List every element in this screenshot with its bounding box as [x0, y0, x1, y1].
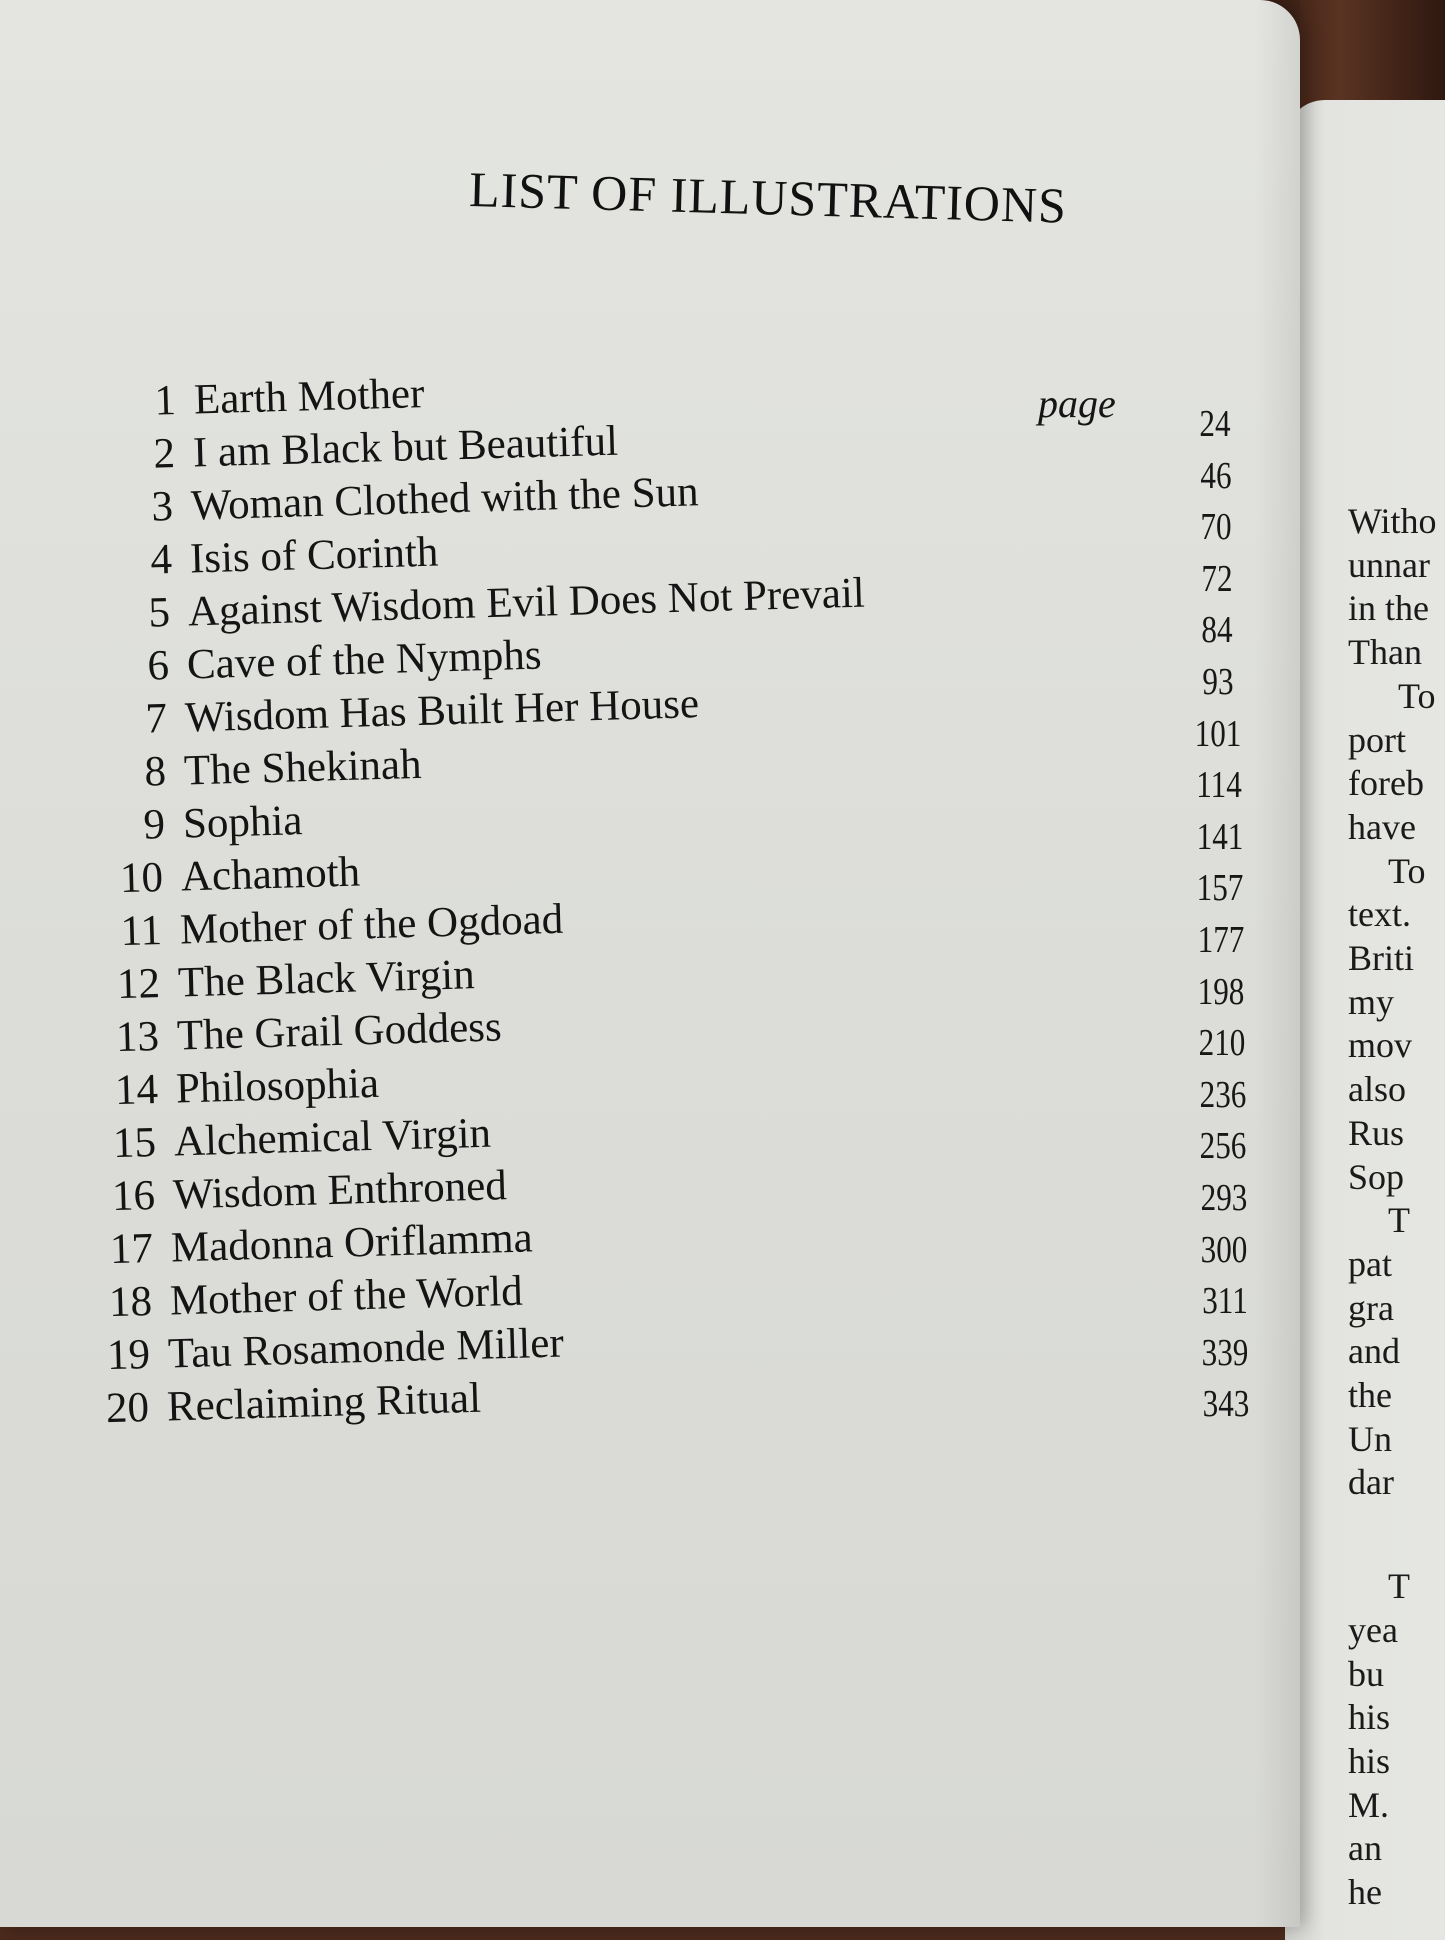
- illustration-page-number: 177: [1197, 919, 1245, 961]
- illustration-page-number: 84: [1201, 609, 1233, 651]
- facing-page-fragment: Briti: [1348, 938, 1415, 978]
- illustration-title: Alchemical Virgin: [173, 1109, 492, 1166]
- illustration-page-number: 198: [1197, 971, 1245, 1013]
- illustration-page-number: 339: [1201, 1332, 1249, 1374]
- facing-page-fragment: the: [1348, 1375, 1392, 1415]
- illustration-number: 20: [105, 1383, 150, 1433]
- facing-page-fragment: Un: [1348, 1419, 1392, 1459]
- facing-page-fragment: Witho: [1348, 501, 1437, 541]
- illustration-row: [77, 1319, 565, 1382]
- facing-page-fragment: Rus: [1348, 1113, 1405, 1153]
- facing-page-fragment: mov: [1348, 1025, 1413, 1065]
- illustration-page-number: 311: [1202, 1280, 1248, 1322]
- illustration-number: 15: [112, 1118, 157, 1168]
- illustration-title: Against Wisdom Evil Does Not Prevail: [187, 569, 866, 636]
- illustration-title: Achamoth: [180, 848, 361, 901]
- illustration-page-number: 24: [1199, 403, 1231, 445]
- illustration-row: [90, 848, 361, 905]
- illustration-row: [85, 1059, 380, 1117]
- facing-page-fragment: T: [1388, 1200, 1410, 1240]
- illustration-page-number: 343: [1202, 1383, 1250, 1425]
- facing-page-fragment: he: [1348, 1872, 1382, 1912]
- illustration-page-number: 236: [1199, 1074, 1247, 1116]
- illustration-number: 2: [152, 429, 176, 478]
- facing-page-fragment: To: [1388, 851, 1426, 891]
- illustration-number: 14: [114, 1065, 159, 1115]
- illustration-number: 13: [115, 1012, 160, 1062]
- illustration-title: Tau Rosamonde Miller: [167, 1319, 565, 1378]
- illustration-page-number: 46: [1200, 455, 1232, 497]
- illustration-row: [100, 468, 700, 534]
- illustration-title: Philosophia: [175, 1059, 380, 1113]
- facing-page-fragment: an: [1348, 1828, 1382, 1868]
- illustration-title: Earth Mother: [193, 370, 425, 424]
- illustration-row: [76, 1374, 482, 1435]
- illustration-row: [83, 1109, 492, 1170]
- facing-page-fragment: To: [1398, 676, 1436, 716]
- illustration-title: Mother of the World: [169, 1267, 524, 1325]
- illustration-number: 7: [144, 694, 168, 743]
- facing-page-fragment: Sop: [1348, 1157, 1405, 1197]
- facing-page-fragment: yea: [1348, 1610, 1398, 1650]
- illustration-number: 9: [142, 800, 166, 849]
- illustration-number: 6: [146, 641, 170, 690]
- illustration-title: Woman Clothed with the Sun: [190, 468, 700, 530]
- illustration-row: [79, 1267, 524, 1329]
- facing-page-fragment: have: [1348, 807, 1416, 847]
- illustration-title: Wisdom Has Built Her House: [184, 680, 700, 742]
- illustration-page-number: 70: [1200, 506, 1232, 548]
- facing-page-fragment: dar: [1348, 1462, 1394, 1502]
- illustration-page-number: 101: [1194, 713, 1242, 755]
- facing-page-fragment: his: [1348, 1741, 1391, 1781]
- illustration-row: [97, 569, 866, 640]
- facing-page-fragment: in the: [1348, 588, 1429, 628]
- illustration-row: [80, 1214, 534, 1276]
- illustration-page-number: 300: [1200, 1229, 1248, 1271]
- facing-page-fragment: his: [1348, 1697, 1391, 1737]
- page-gutter-shadow: [1255, 0, 1300, 1927]
- illustration-number: 8: [143, 747, 167, 796]
- illustration-title: Wisdom Enthroned: [172, 1162, 508, 1219]
- illustration-page-number: 256: [1199, 1125, 1247, 1167]
- facing-page-fragment: also: [1348, 1069, 1406, 1109]
- illustration-number: 19: [106, 1330, 151, 1380]
- illustration-title: Cave of the Nymphs: [186, 631, 543, 689]
- illustration-number: 1: [153, 376, 177, 425]
- illustration-row: [103, 370, 425, 428]
- facing-page-fragment: unnar: [1348, 545, 1430, 585]
- illustration-row: [102, 417, 619, 481]
- illustration-page-number: 293: [1200, 1177, 1248, 1219]
- illustration-title: Reclaiming Ritual: [166, 1374, 482, 1431]
- facing-page-fragment: and: [1348, 1331, 1400, 1371]
- illustration-row: [82, 1162, 508, 1223]
- illustration-number: 17: [109, 1224, 154, 1274]
- illustration-page-number: 114: [1196, 764, 1242, 806]
- illustration-row: [94, 680, 700, 746]
- illustration-title: Isis of Corinth: [189, 528, 439, 583]
- facing-page-fragment: bu: [1348, 1654, 1384, 1694]
- facing-page-fragment: gra: [1348, 1288, 1394, 1328]
- facing-page-fragment: M.: [1348, 1785, 1390, 1825]
- illustration-page-number: 210: [1198, 1022, 1246, 1064]
- illustration-number: 16: [111, 1171, 156, 1221]
- illustration-page-number: 72: [1201, 558, 1233, 600]
- facing-page-fragment: text.: [1348, 894, 1411, 934]
- illustration-title: Sophia: [182, 797, 304, 848]
- illustration-row: [96, 631, 543, 693]
- illustration-title: The Grail Goddess: [176, 1003, 503, 1060]
- illustration-number: 12: [116, 959, 161, 1009]
- facing-page-fragment: T: [1388, 1566, 1410, 1606]
- facing-page-fragment: pat: [1348, 1244, 1392, 1284]
- illustration-number: 3: [150, 482, 174, 531]
- illustration-title: I am Black but Beautiful: [192, 417, 619, 477]
- facing-page-fragment: Than: [1348, 632, 1422, 672]
- illustration-row: [87, 951, 476, 1011]
- illustration-row: [86, 1003, 503, 1064]
- illustration-page-number: 141: [1196, 816, 1244, 858]
- illustration-row: [99, 528, 439, 587]
- page-title: LIST OF ILLUSTRATIONS: [468, 160, 1068, 234]
- facing-page-fragment: foreb: [1348, 763, 1424, 803]
- illustration-page-number: 93: [1202, 661, 1234, 703]
- illustration-title: Madonna Oriflamma: [170, 1214, 534, 1272]
- illustration-row: [89, 895, 564, 958]
- facing-page-fragment: my: [1348, 982, 1395, 1022]
- illustration-number: 10: [119, 853, 164, 903]
- illustration-title: Mother of the Ogdoad: [179, 895, 564, 954]
- illustration-row: [92, 797, 304, 852]
- illustration-number: 11: [119, 906, 163, 956]
- illustration-title: The Black Virgin: [177, 951, 476, 1007]
- illustration-number: 5: [147, 588, 171, 637]
- illustration-number: 4: [149, 535, 173, 584]
- illustration-page-number: 157: [1196, 867, 1244, 909]
- illustration-title: The Shekinah: [183, 740, 423, 795]
- illustration-row: [93, 740, 423, 799]
- illustration-number: 18: [108, 1277, 153, 1327]
- page-column-label: page: [1038, 381, 1116, 426]
- facing-page-fragment: port: [1348, 720, 1406, 760]
